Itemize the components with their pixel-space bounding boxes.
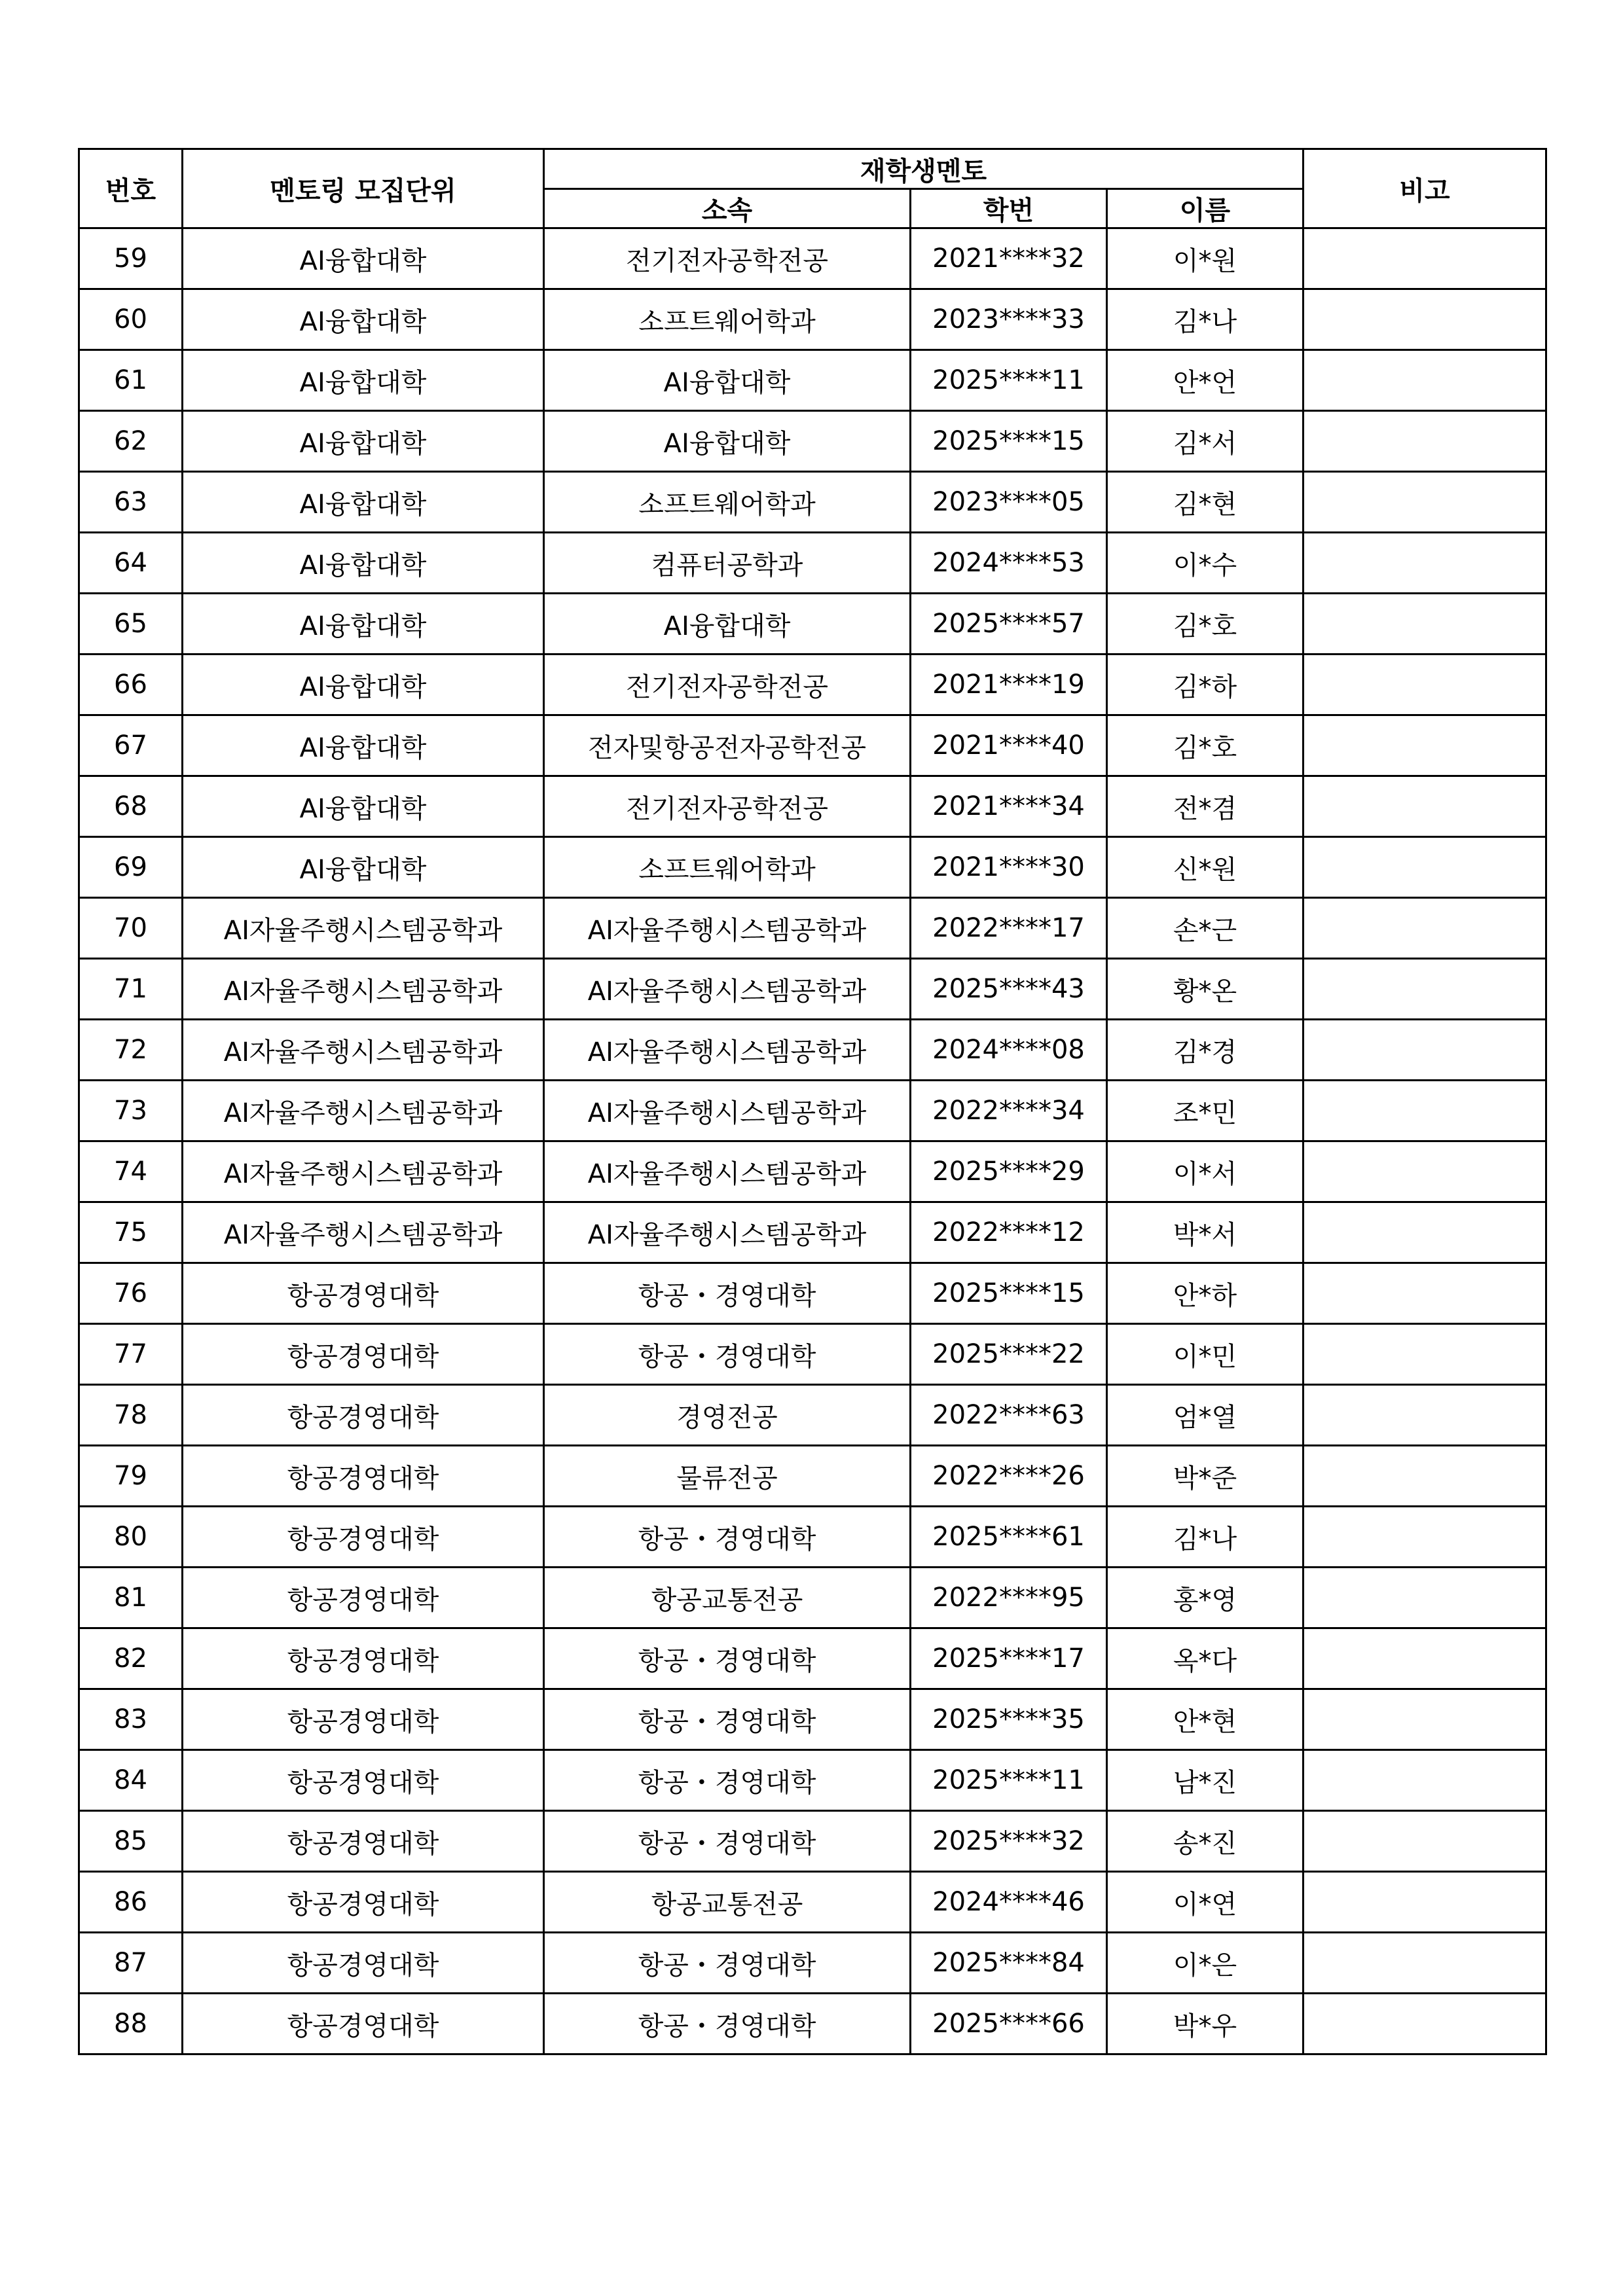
cell-name: 송*진	[1107, 1811, 1304, 1872]
cell-unit: 항공경영대학	[183, 1324, 544, 1385]
cell-unit: AI융합대학	[183, 411, 544, 472]
cell-name: 손*근	[1107, 898, 1304, 959]
cell-no: 59	[79, 228, 183, 289]
cell-student-id: 2022****63	[911, 1385, 1107, 1446]
cell-affiliation: 항공・경영대학	[544, 1994, 911, 2054]
cell-no: 78	[79, 1385, 183, 1446]
cell-name: 김*하	[1107, 655, 1304, 715]
cell-affiliation: 경영전공	[544, 1385, 911, 1446]
cell-name: 김*나	[1107, 289, 1304, 350]
header-remarks: 비고	[1304, 149, 1546, 228]
cell-name: 이*은	[1107, 1933, 1304, 1994]
cell-affiliation: AI자율주행시스템공학과	[544, 1020, 911, 1081]
cell-no: 62	[79, 411, 183, 472]
cell-remarks	[1304, 594, 1546, 655]
cell-remarks	[1304, 1994, 1546, 2054]
cell-unit: 항공경영대학	[183, 1628, 544, 1689]
cell-no: 74	[79, 1141, 183, 1202]
table-row	[79, 1568, 1546, 1628]
cell-student-id: 2022****95	[911, 1568, 1107, 1628]
table-row	[79, 1446, 1546, 1507]
cell-no: 79	[79, 1446, 183, 1507]
cell-unit: 항공경영대학	[183, 1750, 544, 1811]
cell-affiliation: AI자율주행시스템공학과	[544, 1141, 911, 1202]
cell-student-id: 2025****66	[911, 1994, 1107, 2054]
cell-name: 박*서	[1107, 1202, 1304, 1263]
cell-unit: 항공경영대학	[183, 1263, 544, 1324]
cell-unit: AI융합대학	[183, 289, 544, 350]
table-row	[79, 1811, 1546, 1872]
cell-affiliation: 항공・경영대학	[544, 1689, 911, 1750]
cell-unit: AI융합대학	[183, 472, 544, 533]
table-row	[79, 350, 1546, 411]
table-row	[79, 655, 1546, 715]
table-row	[79, 1628, 1546, 1689]
cell-name: 김*호	[1107, 715, 1304, 776]
table-row	[79, 1750, 1546, 1811]
cell-student-id: 2025****43	[911, 959, 1107, 1020]
cell-name: 김*경	[1107, 1020, 1304, 1081]
cell-unit: 항공경영대학	[183, 1811, 544, 1872]
table-row	[79, 289, 1546, 350]
cell-name: 이*민	[1107, 1324, 1304, 1385]
cell-unit: AI융합대학	[183, 594, 544, 655]
table-row	[79, 1020, 1546, 1081]
cell-no: 73	[79, 1081, 183, 1141]
cell-affiliation: 항공교통전공	[544, 1872, 911, 1933]
cell-student-id: 2025****35	[911, 1689, 1107, 1750]
cell-no: 86	[79, 1872, 183, 1933]
table-row	[79, 533, 1546, 594]
cell-unit: AI융합대학	[183, 776, 544, 837]
cell-name: 김*나	[1107, 1507, 1304, 1568]
cell-no: 87	[79, 1933, 183, 1994]
cell-affiliation: 전기전자공학전공	[544, 228, 911, 289]
cell-remarks	[1304, 1202, 1546, 1263]
cell-name: 홍*영	[1107, 1568, 1304, 1628]
cell-name: 안*현	[1107, 1689, 1304, 1750]
cell-student-id: 2025****15	[911, 1263, 1107, 1324]
cell-affiliation: 항공・경영대학	[544, 1811, 911, 1872]
table-row	[79, 837, 1546, 898]
cell-unit: 항공경영대학	[183, 1568, 544, 1628]
cell-affiliation: 항공교통전공	[544, 1568, 911, 1628]
table-row	[79, 1141, 1546, 1202]
cell-affiliation: 소프트웨어학과	[544, 472, 911, 533]
cell-remarks	[1304, 959, 1546, 1020]
table-row	[79, 472, 1546, 533]
cell-student-id: 2024****46	[911, 1872, 1107, 1933]
cell-no: 70	[79, 898, 183, 959]
table-row	[79, 959, 1546, 1020]
cell-student-id: 2021****30	[911, 837, 1107, 898]
cell-student-id: 2025****61	[911, 1507, 1107, 1568]
cell-affiliation: AI자율주행시스템공학과	[544, 959, 911, 1020]
table-row	[79, 228, 1546, 289]
table-row	[79, 898, 1546, 959]
cell-remarks	[1304, 655, 1546, 715]
cell-remarks	[1304, 1933, 1546, 1994]
cell-unit: AI자율주행시스템공학과	[183, 1202, 544, 1263]
cell-affiliation: 소프트웨어학과	[544, 837, 911, 898]
cell-student-id: 2025****32	[911, 1811, 1107, 1872]
cell-remarks	[1304, 1628, 1546, 1689]
cell-unit: 항공경영대학	[183, 1872, 544, 1933]
cell-unit: AI융합대학	[183, 350, 544, 411]
cell-no: 88	[79, 1994, 183, 2054]
cell-student-id: 2021****19	[911, 655, 1107, 715]
cell-affiliation: AI자율주행시스템공학과	[544, 1202, 911, 1263]
cell-affiliation: 항공・경영대학	[544, 1750, 911, 1811]
cell-affiliation: AI융합대학	[544, 411, 911, 472]
cell-student-id: 2022****34	[911, 1081, 1107, 1141]
cell-remarks	[1304, 1020, 1546, 1081]
cell-student-id: 2021****34	[911, 776, 1107, 837]
cell-student-id: 2021****40	[911, 715, 1107, 776]
cell-student-id: 2023****05	[911, 472, 1107, 533]
cell-no: 76	[79, 1263, 183, 1324]
cell-remarks	[1304, 1385, 1546, 1446]
cell-remarks	[1304, 1081, 1546, 1141]
cell-no: 85	[79, 1811, 183, 1872]
table-body	[79, 228, 1546, 2054]
cell-affiliation: AI융합대학	[544, 350, 911, 411]
cell-student-id: 2022****17	[911, 898, 1107, 959]
cell-student-id: 2022****26	[911, 1446, 1107, 1507]
cell-name: 안*언	[1107, 350, 1304, 411]
cell-affiliation: 전기전자공학전공	[544, 776, 911, 837]
cell-unit: AI자율주행시스템공학과	[183, 959, 544, 1020]
cell-remarks	[1304, 228, 1546, 289]
cell-no: 81	[79, 1568, 183, 1628]
cell-unit: AI융합대학	[183, 228, 544, 289]
cell-name: 엄*열	[1107, 1385, 1304, 1446]
cell-remarks	[1304, 533, 1546, 594]
cell-remarks	[1304, 1811, 1546, 1872]
cell-unit: AI자율주행시스템공학과	[183, 898, 544, 959]
cell-no: 72	[79, 1020, 183, 1081]
cell-student-id: 2024****08	[911, 1020, 1107, 1081]
cell-unit: AI자율주행시스템공학과	[183, 1141, 544, 1202]
cell-student-id: 2025****11	[911, 1750, 1107, 1811]
cell-remarks	[1304, 898, 1546, 959]
cell-no: 61	[79, 350, 183, 411]
cell-remarks	[1304, 837, 1546, 898]
cell-remarks	[1304, 1507, 1546, 1568]
table-row	[79, 1872, 1546, 1933]
cell-student-id: 2025****11	[911, 350, 1107, 411]
header-mentor-group: 재학생멘토	[544, 149, 1304, 189]
mentor-table	[78, 148, 1547, 2055]
cell-unit: 항공경영대학	[183, 1385, 544, 1446]
cell-name: 김*서	[1107, 411, 1304, 472]
table-row	[79, 1689, 1546, 1750]
cell-affiliation: 컴퓨터공학과	[544, 533, 911, 594]
table-row	[79, 1933, 1546, 1994]
cell-remarks	[1304, 472, 1546, 533]
cell-name: 박*우	[1107, 1994, 1304, 2054]
cell-student-id: 2025****17	[911, 1628, 1107, 1689]
cell-no: 69	[79, 837, 183, 898]
cell-no: 66	[79, 655, 183, 715]
cell-unit: AI융합대학	[183, 715, 544, 776]
cell-affiliation: 항공・경영대학	[544, 1933, 911, 1994]
cell-no: 80	[79, 1507, 183, 1568]
cell-no: 77	[79, 1324, 183, 1385]
table-row	[79, 1081, 1546, 1141]
cell-student-id: 2025****29	[911, 1141, 1107, 1202]
cell-unit: AI융합대학	[183, 533, 544, 594]
cell-remarks	[1304, 1568, 1546, 1628]
cell-student-id: 2022****12	[911, 1202, 1107, 1263]
table-row	[79, 1994, 1546, 2054]
cell-unit: 항공경영대학	[183, 1446, 544, 1507]
cell-remarks	[1304, 1263, 1546, 1324]
cell-unit: 항공경영대학	[183, 1994, 544, 2054]
cell-student-id: 2025****22	[911, 1324, 1107, 1385]
cell-name: 김*호	[1107, 594, 1304, 655]
table-row	[79, 776, 1546, 837]
cell-student-id: 2025****57	[911, 594, 1107, 655]
cell-name: 이*원	[1107, 228, 1304, 289]
cell-name: 신*원	[1107, 837, 1304, 898]
table-header	[79, 149, 1546, 228]
table-row	[79, 594, 1546, 655]
cell-student-id: 2025****84	[911, 1933, 1107, 1994]
header-affiliation: 소속	[544, 189, 911, 228]
cell-affiliation: AI자율주행시스템공학과	[544, 898, 911, 959]
header-unit: 멘토링 모집단위	[183, 149, 544, 228]
cell-remarks	[1304, 776, 1546, 837]
cell-no: 65	[79, 594, 183, 655]
cell-affiliation: 항공・경영대학	[544, 1263, 911, 1324]
cell-unit: AI자율주행시스템공학과	[183, 1081, 544, 1141]
cell-no: 82	[79, 1628, 183, 1689]
table-row	[79, 1324, 1546, 1385]
cell-no: 63	[79, 472, 183, 533]
cell-affiliation: 항공・경영대학	[544, 1628, 911, 1689]
cell-unit: 항공경영대학	[183, 1933, 544, 1994]
cell-unit: AI융합대학	[183, 837, 544, 898]
cell-name: 김*현	[1107, 472, 1304, 533]
cell-no: 84	[79, 1750, 183, 1811]
cell-name: 남*진	[1107, 1750, 1304, 1811]
cell-no: 83	[79, 1689, 183, 1750]
cell-unit: 항공경영대학	[183, 1507, 544, 1568]
cell-no: 67	[79, 715, 183, 776]
cell-student-id: 2023****33	[911, 289, 1107, 350]
cell-name: 안*하	[1107, 1263, 1304, 1324]
cell-name: 박*준	[1107, 1446, 1304, 1507]
cell-no: 64	[79, 533, 183, 594]
cell-name: 전*겸	[1107, 776, 1304, 837]
cell-name: 이*서	[1107, 1141, 1304, 1202]
cell-student-id: 2024****53	[911, 533, 1107, 594]
cell-affiliation: 항공・경영대학	[544, 1324, 911, 1385]
header-student-id: 학번	[911, 189, 1107, 228]
cell-remarks	[1304, 289, 1546, 350]
cell-remarks	[1304, 1141, 1546, 1202]
table-row	[79, 1263, 1546, 1324]
cell-remarks	[1304, 1872, 1546, 1933]
cell-unit: 항공경영대학	[183, 1689, 544, 1750]
cell-affiliation: 소프트웨어학과	[544, 289, 911, 350]
header-no: 번호	[79, 149, 183, 228]
cell-remarks	[1304, 411, 1546, 472]
cell-remarks	[1304, 350, 1546, 411]
cell-student-id: 2025****15	[911, 411, 1107, 472]
cell-affiliation: 전자및항공전자공학전공	[544, 715, 911, 776]
cell-remarks	[1304, 1689, 1546, 1750]
cell-unit: AI융합대학	[183, 655, 544, 715]
cell-no: 71	[79, 959, 183, 1020]
cell-no: 75	[79, 1202, 183, 1263]
cell-student-id: 2021****32	[911, 228, 1107, 289]
header-name: 이름	[1107, 189, 1304, 228]
cell-no: 68	[79, 776, 183, 837]
cell-name: 조*민	[1107, 1081, 1304, 1141]
table-row	[79, 1385, 1546, 1446]
cell-affiliation: 전기전자공학전공	[544, 655, 911, 715]
cell-no: 60	[79, 289, 183, 350]
cell-remarks	[1304, 1324, 1546, 1385]
cell-affiliation: AI자율주행시스템공학과	[544, 1081, 911, 1141]
table-row	[79, 1507, 1546, 1568]
cell-affiliation: 항공・경영대학	[544, 1507, 911, 1568]
cell-name: 옥*다	[1107, 1628, 1304, 1689]
cell-remarks	[1304, 1446, 1546, 1507]
cell-unit: AI자율주행시스템공학과	[183, 1020, 544, 1081]
table-row	[79, 1202, 1546, 1263]
table-row	[79, 411, 1546, 472]
cell-name: 황*온	[1107, 959, 1304, 1020]
table-row	[79, 715, 1546, 776]
cell-name: 이*수	[1107, 533, 1304, 594]
cell-affiliation: 물류전공	[544, 1446, 911, 1507]
cell-name: 이*연	[1107, 1872, 1304, 1933]
cell-remarks	[1304, 1750, 1546, 1811]
cell-remarks	[1304, 715, 1546, 776]
cell-affiliation: AI융합대학	[544, 594, 911, 655]
